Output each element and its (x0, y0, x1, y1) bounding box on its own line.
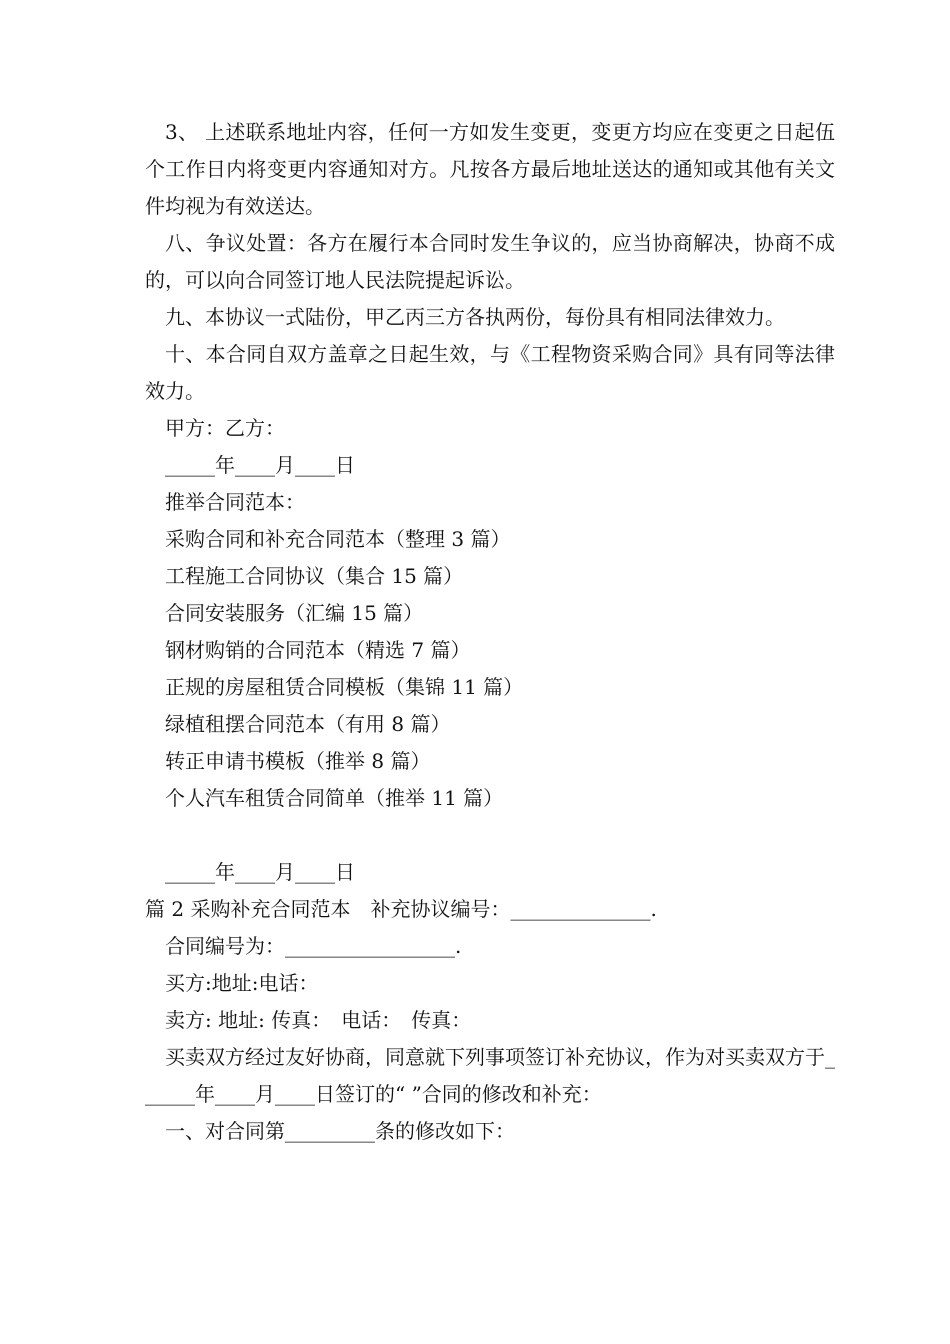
recommended-item-2: 工程施工合同协议（集合 15 篇） (165, 564, 464, 588)
contract-number-line: 合同编号为：_________________. (165, 934, 462, 958)
recommended-item-6: 绿植租摆合同范本（有用 8 篇） (165, 712, 451, 736)
blank-line (145, 817, 835, 854)
recommended-item-1: 采购合同和补充合同范本（整理 3 篇） (165, 527, 511, 551)
recommended-heading: 推举合同范本： (165, 490, 305, 514)
paragraph-effective: 十、本合同自双方盖章之日起生效，与《工程物资采购合同》具有同等法律效力。 (145, 342, 835, 403)
paragraph-copies: 九、本协议一式陆份，甲乙丙三方各执两份，每份具有相同法律效力。 (165, 305, 785, 329)
paragraph-address-change: 3、 上述联系地址内容，任何一方如发生变更，变更方均应在变更之日起伍个工作日内将变更内容通知对方。凡按各方最后地址送达的通知或其他有关文件均视为有效送达。 (145, 120, 835, 218)
recommended-item-3: 合同安装服务（汇编 15 篇） (165, 601, 424, 625)
recommended-item-5: 正规的房屋租赁合同模板（集锦 11 篇） (165, 675, 524, 699)
paragraph-agreement: 买卖双方经过友好协商，同意就下列事项签订补充协议，作为对买卖双方于______年____月____日签订的“ ”合同的修改和补充： (145, 1045, 835, 1106)
document-body (145, 114, 835, 1150)
paragraph-dispute: 八、争议处置：各方在履行本合同时发生争议的，应当协商解决，协商不成的，可以向合同签订地人民法院提起诉讼。 (145, 231, 835, 292)
buyer-line: 买方:地址:电话： (165, 971, 319, 995)
paragraph-article-modification: 一、对合同第_________条的修改如下： (165, 1119, 515, 1143)
recommended-item-7: 转正申请书模板（推举 8 篇） (165, 749, 431, 773)
section-heading-2: 篇 2 采购补充合同范本 补充协议编号：______________. (145, 897, 657, 921)
date-line-2: _____年____月____日 (165, 860, 355, 884)
date-line-1: _____年____月____日 (165, 453, 355, 477)
recommended-item-8: 个人汽车租赁合同简单（推举 11 篇） (165, 786, 504, 810)
party-signatures: 甲方：乙方： (165, 416, 285, 440)
recommended-item-4: 钢材购销的合同范本（精选 7 篇） (165, 638, 471, 662)
seller-line: 卖方: 地址: 传真： 电话： 传真： (165, 1008, 472, 1032)
